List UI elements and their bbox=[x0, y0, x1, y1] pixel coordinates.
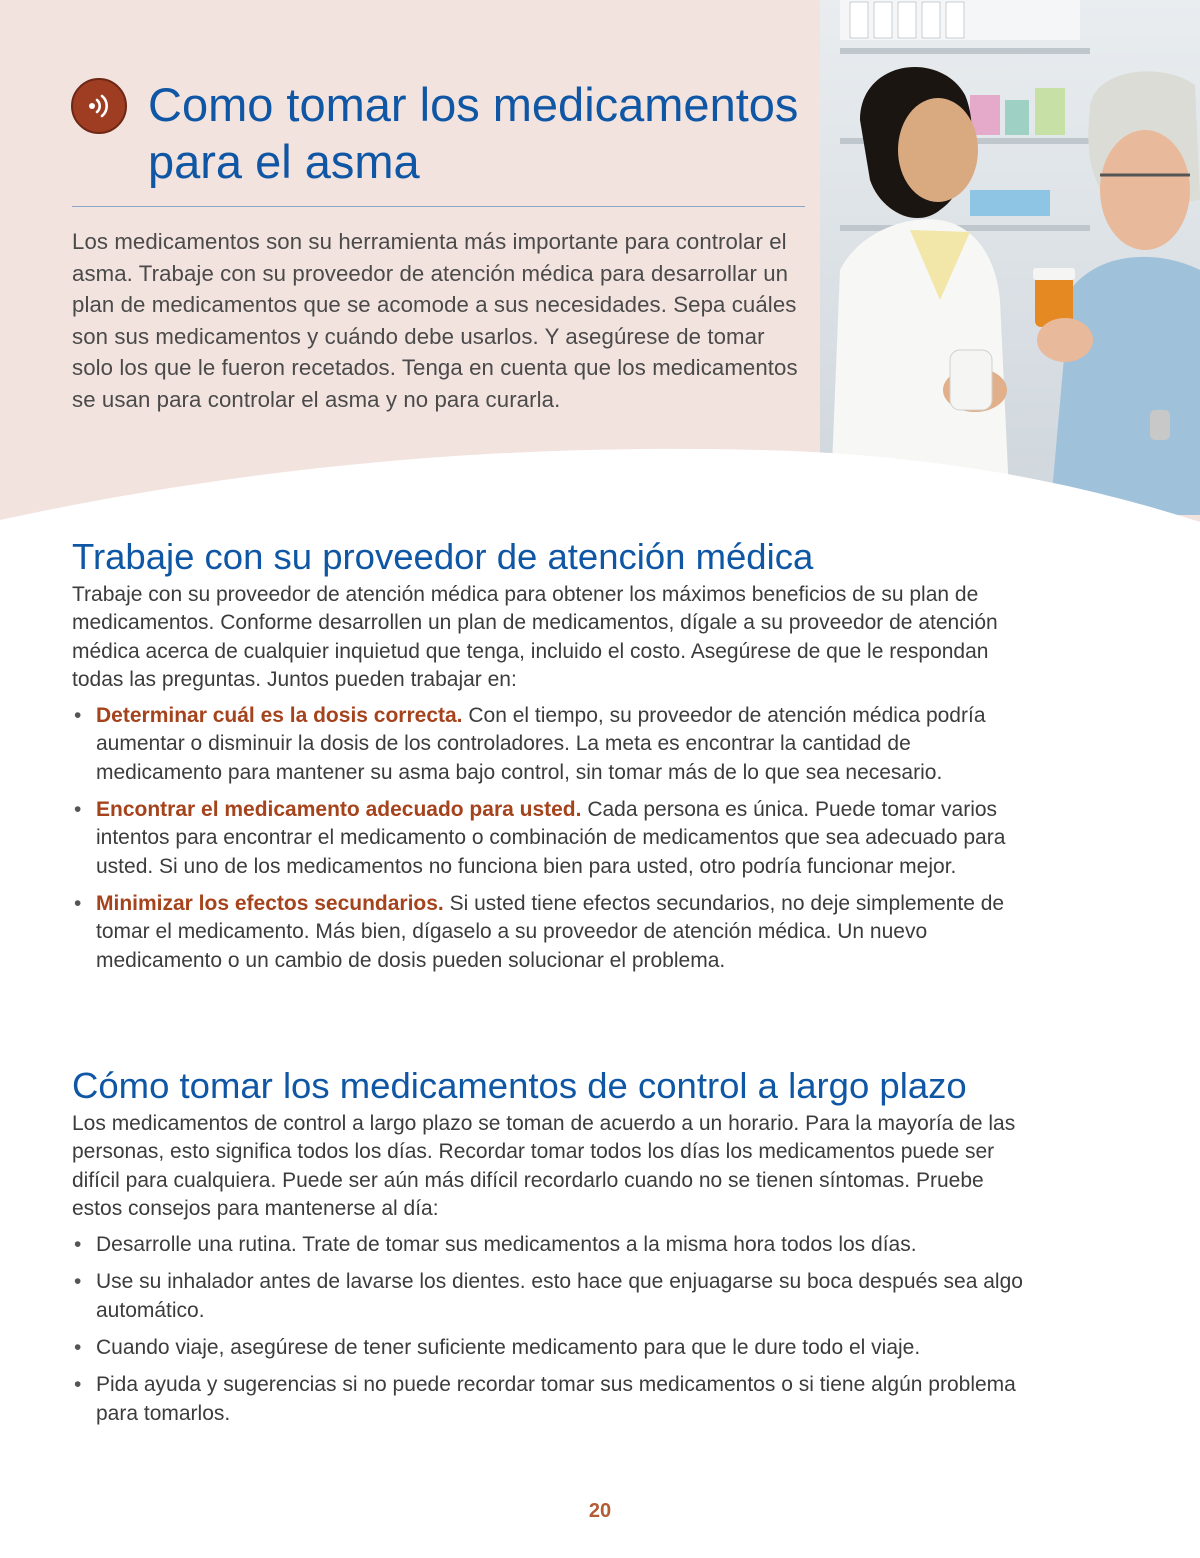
audio-icon[interactable] bbox=[71, 78, 127, 134]
section-body: Los medicamentos de control a largo plazo se toman de acuerdo a un horario. Para la mayoría de las personas, esto significa todos los días. Recordar tomar todos los días los medicamentos puede ser difícil para cualquiera. Puede ser aún más difícil recordarlo cuando no se tienen síntomas. Pruebe estos consejos para mantenerse al día: bbox=[72, 1112, 1016, 1220]
bullet-lead: Encontrar el medicamento adecuado para usted. bbox=[96, 798, 582, 822]
section-heading: Cómo tomar los medicamentos de control a largo plazo bbox=[72, 1065, 967, 1106]
list-item bbox=[72, 796, 1032, 881]
bullet-list bbox=[72, 702, 1032, 975]
list-item: • Desarrolle una rutina. Trate de tomar sus medicamentos a la misma hora todos los días. bbox=[72, 1231, 1032, 1259]
bullet-list bbox=[72, 1231, 1032, 1428]
section-heading: Trabaje con su proveedor de atención médica bbox=[72, 536, 814, 577]
page-number: 20 bbox=[588, 1500, 612, 1522]
bullet-lead: Minimizar los efectos secundarios. bbox=[96, 891, 444, 915]
bullet-text: Cada persona es única. Puede tomar varios intentos para encontrar el medicamento o combinación de medicamentos que sea adecuado para usted. Si uno de los medicamentos no funciona bien para usted, otro podría funcionar mejor. bbox=[96, 798, 1006, 878]
bullet-text: Con el tiempo, su proveedor de atención médica podría aumentar o disminuir la dosis de los controladores. La meta es encontrar la cantidad de medicamento para mantener su asma bajo control, sin tomar más de lo que sea necesario. bbox=[96, 704, 986, 784]
list-item: • Use su inhalador antes de lavarse los dientes. esto hace que enjuagarse su boca después sea algo automático. bbox=[72, 1268, 1032, 1325]
section-long-term bbox=[72, 1064, 1132, 1437]
section-provider bbox=[72, 535, 1132, 984]
section-body: Trabaje con su proveedor de atención médica para obtener los máximos beneficios de su plan de medicamentos. Conforme desarrollen un plan de medicamentos, dígale a su proveedor de atención médica acerca de cualquier inquietud que tenga, incluido el costo. Asegúrese de que le respondan todas las preguntas. Juntos pueden trabajar en: bbox=[72, 583, 998, 691]
list-item bbox=[72, 890, 1032, 975]
list-item: • Pida ayuda y sugerencias si no puede recordar tomar sus medicamentos o si tiene algún problema para tomarlos. bbox=[72, 1371, 1032, 1428]
bullet-lead: Determinar cuál es la dosis correcta. bbox=[96, 704, 463, 728]
list-item bbox=[72, 702, 1032, 787]
bullet-text: Si usted tiene efectos secundarios, no deje simplemente de tomar el medicamento. Más bien, dígaselo a su proveedor de atención médica. Un nuevo medicamento o un cambio de dosis pueden solucionar el problema. bbox=[96, 891, 1005, 972]
list-item: • Cuando viaje, asegúrese de tener suficiente medicamento para que le dure todo el viaje. bbox=[72, 1334, 1032, 1362]
page-title: Como tomar los medicamentos para el asma bbox=[148, 78, 799, 188]
intro-paragraph: Los medicamentos son su herramienta más importante para controlar el asma. Trabaje con su proveedor de atención médica para desarrollar un plan de medicamentos que se acomode a sus necesidades. Sepa cuáles son sus medicamentos y cuándo debe usarlos. Y asegúrese de tomar solo los que le fueron recetados. Tenga en cuenta que los medicamentos se usan para controlar el asma y no para curarla. bbox=[72, 229, 798, 412]
title-divider bbox=[72, 206, 805, 207]
